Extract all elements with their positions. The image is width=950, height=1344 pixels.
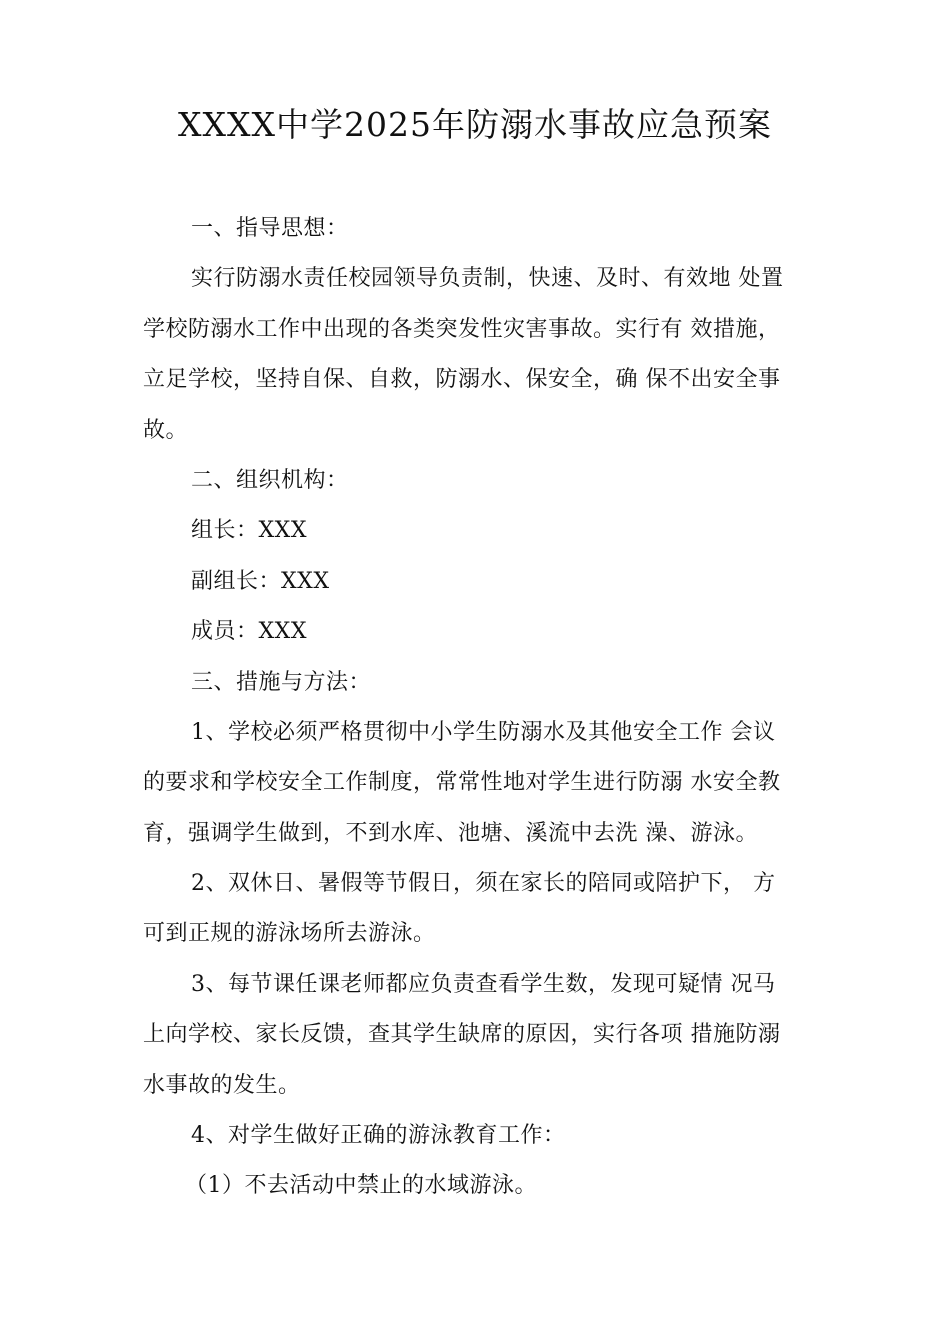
paragraph-line: 实行防溺水责任校园领导负责制，快速、及时、有效地 处置 [191,266,784,292]
section-heading-measures: 三、措施与方法： [191,669,372,695]
paragraph-line: 的要求和学校安全工作制度，常常性地对学生进行防溺 水安全教 [143,770,781,796]
paragraph-line: 立足学校，坚持自保、自救，防溺水、保安全，确 保不出安全事 [143,367,781,393]
leader-line: 组长：XXX [191,518,307,544]
vice-leader-line: 副组长：XXX [191,568,330,594]
item4-subitem-1: （1）不去活动中禁止的水域游泳。 [185,1173,537,1199]
paragraph-line: 可到正规的游泳场所去游泳。 [143,921,436,947]
item4-heading: 4、对学生做好正确的游泳教育工作： [191,1123,566,1149]
paragraph-line: 故。 [143,417,189,443]
paragraph-line: 1、学校必须严格贯彻中小学生防溺水及其他安全工作 会议 [191,719,776,745]
section-heading-organization: 二、组织机构： [191,467,349,493]
paragraph-line: 水事故的发生。 [143,1072,301,1098]
paragraph-line: 3、每节课任课老师都应负责查看学生数，发现可疑情 况马 [191,971,776,997]
paragraph-line: 育，强调学生做到，不到水库、池塘、溪流中去洗 澡、游泳。 [143,820,758,846]
section-heading-guiding-ideology: 一、指导思想： [191,216,349,241]
document-title: XXXX中学2025年防溺水事故应急预案 [178,105,772,144]
paragraph-line: 上向学校、家长反馈，查其学生缺席的原因，实行各项 措施防溺 [143,1022,781,1048]
paragraph-line: 学校防溺水工作中出现的各类突发性灾害事故。实行有 效措施， [143,316,781,342]
document-body [143,204,823,1212]
paragraph-line: 2、双休日、暑假等节假日，须在家长的陪同或陪护下， 方 [191,871,776,897]
members-line: 成员：XXX [191,619,307,645]
